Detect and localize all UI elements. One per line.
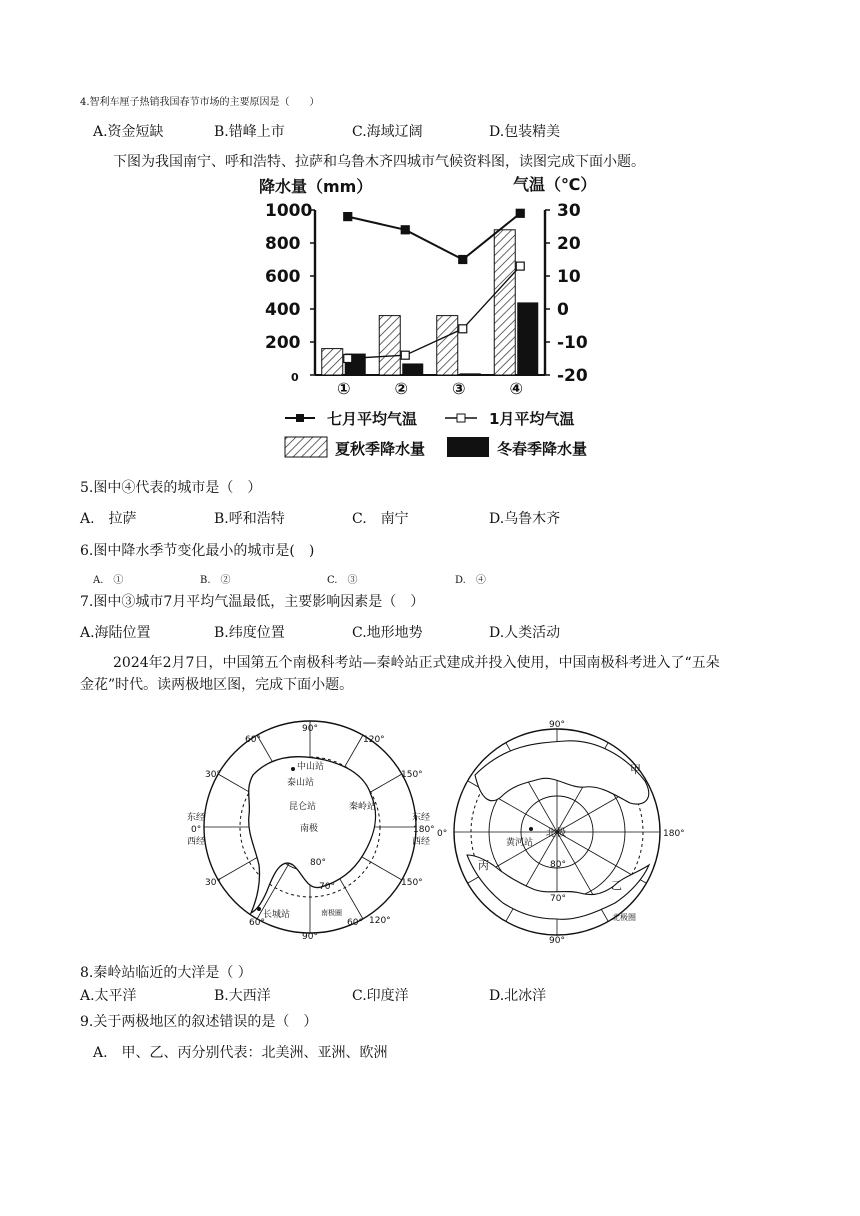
left-tick-label: 0: [291, 371, 299, 384]
q6-option-d: D. ④: [455, 575, 486, 586]
svg-text:乙: 乙: [611, 879, 622, 892]
arctic-map: [437, 720, 685, 945]
july-temp-point: [401, 226, 409, 234]
q4-option-c: C.海域辽阔: [352, 124, 423, 140]
left-tick-label: 1000: [265, 201, 313, 221]
svg-text:西经: 西经: [187, 837, 206, 847]
july-temp-point: [516, 209, 524, 217]
svg-text:150°: 150°: [401, 878, 423, 888]
q7-option-a: A.海陆位置: [80, 625, 151, 641]
right-tick-label: 20: [557, 234, 581, 254]
right-tick-label: 10: [557, 267, 581, 287]
svg-text:北极: 北极: [546, 828, 566, 839]
question-4-stem: 4.智利车厘子热销我国春节市场的主要原因是（ ）: [80, 97, 320, 108]
legend-swatch-solid: [447, 437, 489, 457]
question-5-stem: 5.图中④代表的城市是（ ）: [80, 480, 262, 496]
left-tick-label: 600: [265, 267, 301, 287]
bar-winter-precip: [402, 363, 423, 375]
svg-text:120°: 120°: [369, 916, 391, 926]
svg-text:70°: 70°: [550, 894, 566, 904]
antarctic-map: [187, 721, 435, 942]
legend-marker-filled-square: [296, 414, 304, 422]
svg-text:0°: 0°: [437, 829, 448, 839]
bar-winter-precip: [460, 373, 481, 375]
left-axis-label: 降水量（mm）: [259, 177, 373, 196]
svg-text:甲: 甲: [630, 763, 641, 776]
q5-option-b: B.呼和浩特: [214, 511, 285, 527]
bar-summer-precip: [437, 316, 458, 375]
svg-text:90°: 90°: [549, 936, 565, 945]
category-label: ③: [451, 379, 466, 398]
svg-text:180°: 180°: [413, 825, 435, 835]
q7-option-d: D.人类活动: [489, 625, 561, 641]
svg-text:120°: 120°: [363, 735, 385, 745]
svg-text:南极: 南极: [300, 824, 319, 834]
july-temp-point: [459, 256, 467, 264]
intro-paragraph-2-line-1: 2024年2月7日，中国第五个南极科考站—秦岭站正式建成并投入使用，中国南极科考进入了“五朵: [113, 655, 720, 671]
svg-text:长城站: 长城站: [263, 910, 291, 920]
q5-option-c: C. 南宁: [352, 511, 409, 527]
svg-text:60°: 60°: [347, 918, 363, 928]
q5-option-d: D.乌鲁木齐: [489, 511, 561, 527]
intro-paragraph-1: 下图为我国南宁、呼和浩特、拉萨和乌鲁木齐四城市气候资料图，读图完成下面小题。: [113, 154, 645, 170]
category-label: ①: [336, 379, 351, 398]
climate-chart: [255, 172, 615, 462]
question-6-stem: 6.图中降水季节变化最小的城市是( ): [80, 543, 315, 559]
legend-label-july-temp: 七月平均气温: [327, 410, 418, 428]
category-label: ④: [509, 379, 524, 398]
svg-text:80°: 80°: [310, 858, 326, 868]
legend-label-winter-precip: 冬春季降水量: [497, 440, 588, 458]
svg-text:昆仑站: 昆仑站: [289, 802, 317, 812]
q8-option-a: A.太平洋: [80, 988, 137, 1004]
legend-label-summer-precip: 夏秋季降水量: [335, 440, 426, 458]
left-tick-label: 200: [265, 333, 301, 353]
q8-option-d: D.北冰洋: [489, 988, 547, 1004]
svg-text:秦岭站: 秦岭站: [349, 802, 377, 812]
q6-option-a: A. ①: [93, 575, 124, 586]
svg-text:60°: 60°: [245, 735, 261, 745]
q7-option-c: C.地形地势: [352, 625, 423, 641]
legend-marker-open-square: [457, 414, 465, 422]
q4-option-b: B.错峰上市: [214, 124, 285, 140]
right-tick-label: 0: [557, 300, 569, 320]
jan-temp-point: [459, 325, 467, 333]
question-9-stem: 9.关于两极地区的叙述错误的是（ ）: [80, 1014, 318, 1030]
svg-text:北极圈: 北极圈: [612, 913, 636, 922]
q8-option-b: B.大西洋: [214, 988, 271, 1004]
svg-text:180°: 180°: [663, 829, 685, 839]
svg-text:70°: 70°: [319, 882, 335, 892]
legend-label-jan-temp: 1月平均气温: [489, 410, 575, 428]
q6-option-c: C. ③: [327, 575, 358, 586]
legend-swatch-hatched: [285, 437, 327, 457]
svg-text:黄河站: 黄河站: [506, 838, 534, 848]
jan-temp-point: [401, 351, 409, 359]
svg-text:南极圈: 南极圈: [321, 909, 342, 917]
svg-text:90°: 90°: [549, 720, 565, 730]
svg-text:中山站: 中山站: [297, 762, 325, 772]
q8-option-c: C.印度洋: [352, 988, 409, 1004]
svg-text:90°: 90°: [302, 724, 318, 734]
left-tick-label: 400: [265, 300, 301, 320]
jan-temp-point: [344, 355, 352, 363]
arctic-landmass-top: [475, 741, 649, 804]
july-temp-point: [344, 213, 352, 221]
svg-text:0°: 0°: [191, 825, 202, 835]
svg-text:30°: 30°: [205, 770, 221, 780]
svg-text:80°: 80°: [550, 860, 566, 870]
right-tick-label: -20: [557, 366, 588, 386]
q5-option-a: A. 拉萨: [80, 511, 137, 527]
right-tick-label: 30: [557, 201, 581, 221]
bar-winter-precip: [517, 302, 538, 375]
q4-option-d: D.包装精美: [489, 124, 561, 140]
svg-text:60°: 60°: [249, 918, 265, 928]
svg-text:丙: 丙: [478, 859, 489, 872]
left-tick-label: 800: [265, 234, 301, 254]
q7-option-b: B.纬度位置: [214, 625, 285, 641]
bar-summer-precip: [322, 349, 343, 375]
category-label: ②: [394, 379, 409, 398]
q9-option-a: A. 甲、乙、丙分别代表：北美洲、亚洲、欧洲: [93, 1045, 388, 1061]
intro-paragraph-2-line-2: 金花”时代。读两极地区图，完成下面小题。: [80, 677, 354, 693]
svg-text:30°: 30°: [205, 878, 221, 888]
jan-temp-point: [516, 262, 524, 270]
question-7-stem: 7.图中③城市7月平均气温最低，主要影响因素是（ ）: [80, 594, 425, 610]
right-tick-label: -10: [557, 333, 588, 353]
bar-summer-precip: [379, 316, 400, 375]
svg-text:90°: 90°: [302, 932, 318, 942]
question-8-stem: 8.秦岭站临近的大洋是（ ）: [80, 965, 252, 981]
polar-maps: [175, 715, 695, 945]
svg-text:150°: 150°: [401, 770, 423, 780]
q4-option-a: A.资金短缺: [93, 124, 164, 140]
svg-text:泰山站: 泰山站: [287, 778, 315, 788]
right-axis-label: 气温（℃）: [513, 175, 597, 194]
svg-text:西经: 西经: [412, 837, 431, 847]
svg-text:东经: 东经: [187, 813, 206, 823]
svg-text:东经: 东经: [412, 813, 431, 823]
bar-summer-precip: [494, 230, 515, 375]
q6-option-b: B. ②: [200, 575, 231, 586]
